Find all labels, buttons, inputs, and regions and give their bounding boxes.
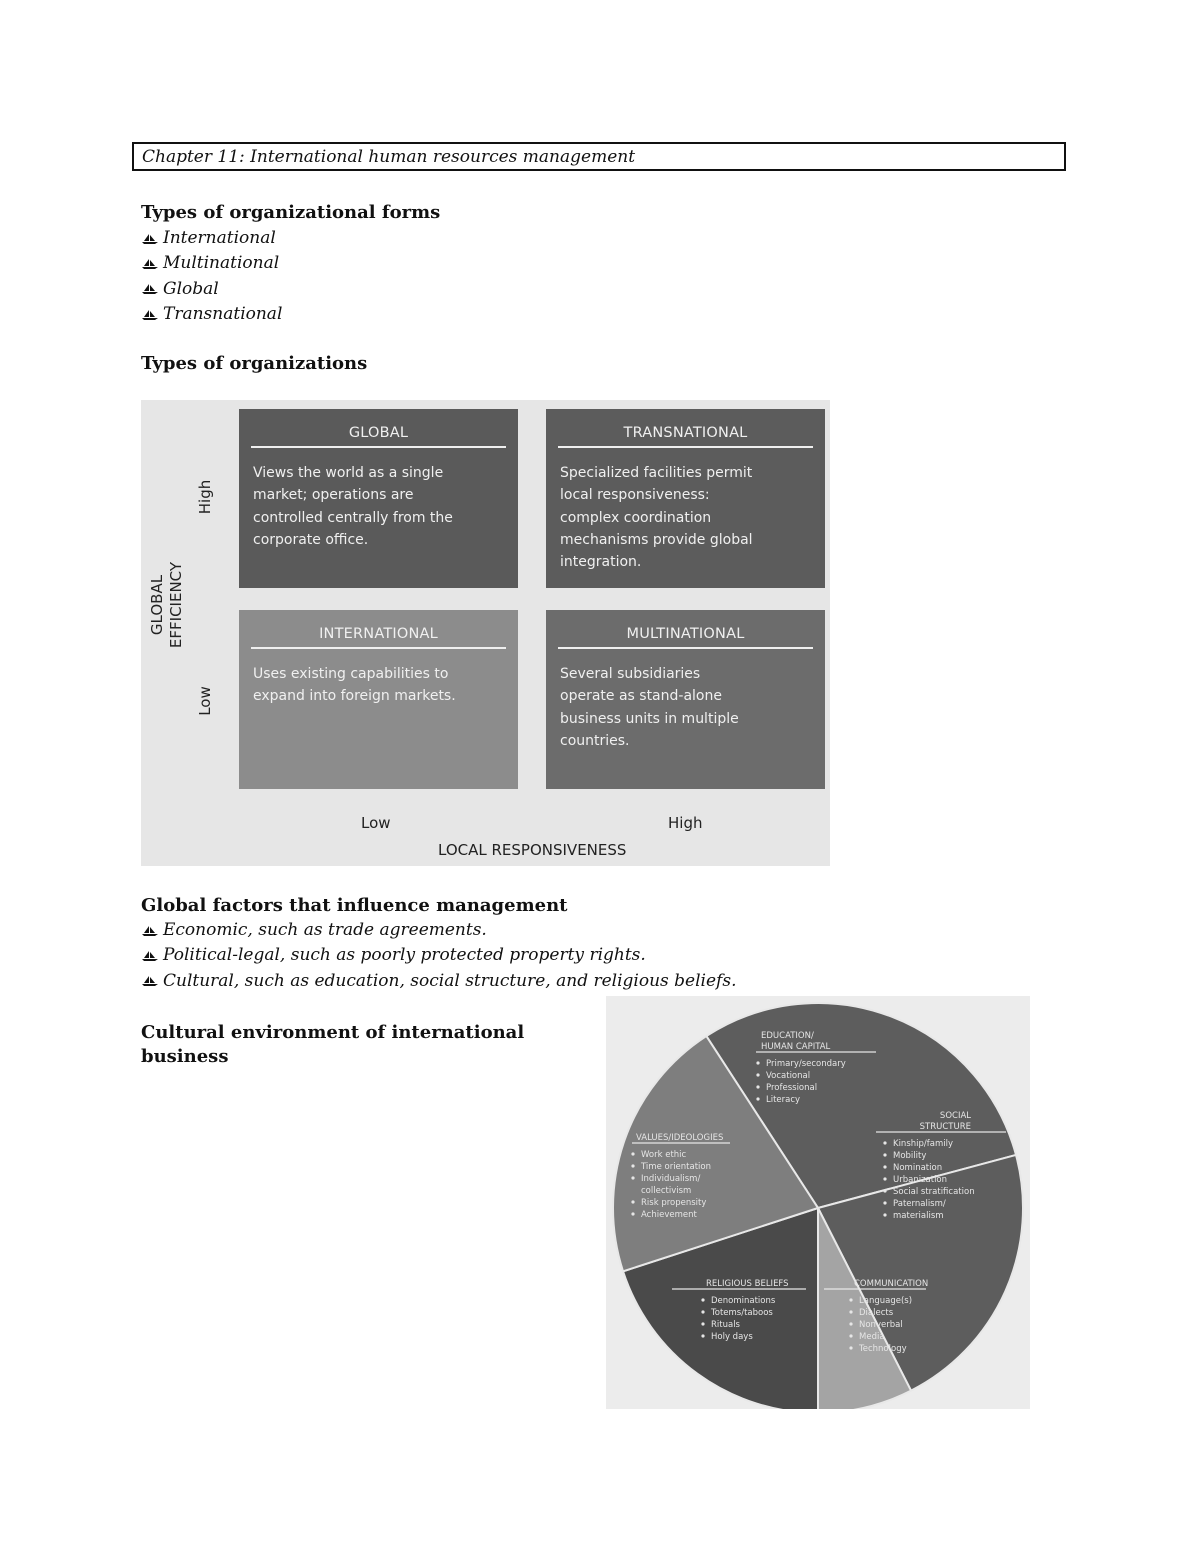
heading-line: business — [141, 1046, 229, 1067]
segment-item: Mobility — [893, 1151, 927, 1161]
heading-line: Cultural environment of international — [141, 1022, 525, 1043]
segment-item: Work ethic — [641, 1150, 687, 1160]
segment-bullet — [756, 1061, 759, 1064]
description-line: Several subsidiaries — [560, 666, 701, 682]
pie-chart — [606, 996, 1030, 1409]
segment-item: materialism — [893, 1211, 944, 1221]
description-line: expand into foreign markets. — [253, 688, 456, 705]
form-label: Transnational — [163, 303, 283, 324]
segment-bullet — [883, 1165, 886, 1168]
segment-bullet — [883, 1201, 886, 1204]
segment-item: Paternalism/ — [893, 1199, 946, 1209]
segment-item: Language(s) — [859, 1296, 913, 1306]
segment-item: Holy days — [711, 1332, 753, 1342]
segment-item: Media — [859, 1332, 885, 1342]
description-line: integration. — [560, 554, 642, 571]
segment-bullet — [701, 1334, 704, 1337]
description-line: mechanisms provide global — [560, 531, 753, 548]
quadrant-title: GLOBAL — [251, 409, 506, 448]
list-item — [141, 969, 736, 994]
factor-label: Political-legal, such as poorly protected property rights. — [163, 945, 646, 966]
quadrant-title: TRANSNATIONAL — [558, 409, 813, 448]
global-factors-heading: Global factors that influence management — [141, 895, 568, 916]
segment-item: Achievement — [641, 1210, 697, 1220]
segment-title: VALUES/IDEOLOGIES — [636, 1133, 724, 1143]
y-low-label: Low — [196, 686, 214, 716]
factor-label: Economic, such as trade agreements. — [163, 920, 487, 940]
segment-item: Vocational — [766, 1071, 811, 1081]
segment-bullet — [849, 1346, 852, 1349]
global-factors-list — [141, 918, 736, 994]
quadrant-international — [239, 610, 518, 789]
segment-bullet — [756, 1073, 759, 1076]
boat-bullet-icon — [141, 925, 163, 937]
form-label: International — [163, 228, 276, 248]
segment-title: COMMUNICATION — [854, 1279, 929, 1289]
segment-bullet — [883, 1177, 886, 1180]
segment-bullet — [849, 1310, 852, 1313]
segment-bullet — [849, 1334, 852, 1337]
cultural-environment-heading — [141, 1021, 524, 1069]
quadrant-transnational — [546, 409, 825, 588]
quadrant-description — [558, 462, 813, 573]
quadrant-title: MULTINATIONAL — [558, 610, 813, 649]
x-high-label: High — [668, 814, 703, 832]
description-line: complex coordination — [560, 509, 712, 526]
segment-bullet — [631, 1200, 634, 1203]
segment-item: collectivism — [641, 1186, 692, 1196]
factor-label: Cultural, such as education, social structure, and religious beliefs. — [163, 970, 737, 991]
segment-bullet — [701, 1310, 704, 1313]
list-item — [141, 918, 736, 943]
y-axis-label-line2: EFFICIENCY — [167, 561, 185, 649]
description-line: Views the world as a single — [253, 465, 444, 481]
segment-bullet — [756, 1097, 759, 1100]
segment-item: Kinship/family — [893, 1139, 953, 1149]
segment-title: HUMAN CAPITAL — [761, 1042, 831, 1052]
segment-item: Primary/secondary — [766, 1059, 846, 1069]
description-line: market; operations are — [253, 487, 414, 504]
segment-bullet — [631, 1152, 634, 1155]
segment-title: SOCIAL — [939, 1111, 971, 1121]
segment-bullet — [849, 1298, 852, 1301]
boat-bullet-icon — [141, 975, 163, 987]
quadrant-description — [251, 663, 506, 708]
organizational-forms-heading: Types of organizational forms — [141, 202, 441, 223]
description-line: countries. — [560, 732, 630, 749]
boat-bullet-icon — [141, 950, 163, 962]
form-label: Global — [163, 278, 219, 299]
y-axis-label — [148, 545, 186, 665]
segment-item: Nonverbal — [859, 1320, 903, 1330]
list-item — [141, 226, 282, 251]
segment-item: Technology — [859, 1344, 907, 1354]
segment-item: Totems/taboos — [711, 1308, 773, 1318]
segment-item: Professional — [766, 1083, 818, 1093]
description-line: business units in multiple — [560, 710, 739, 727]
organization-matrix-figure — [141, 400, 830, 866]
organizational-forms-list — [141, 226, 282, 327]
list-item — [141, 277, 282, 302]
segment-bullet — [631, 1212, 634, 1215]
segment-bullet — [631, 1164, 634, 1167]
segment-bullet — [701, 1298, 704, 1301]
list-item — [141, 302, 282, 327]
segment-item: Nomination — [893, 1163, 943, 1173]
description-line: local responsiveness: — [560, 487, 710, 504]
list-item — [141, 251, 282, 276]
description-line: controlled centrally from the — [253, 509, 453, 526]
segment-bullet — [631, 1176, 634, 1179]
boat-bullet-icon — [141, 233, 163, 245]
segment-item: Social stratification — [893, 1187, 975, 1197]
segment-item: Time orientation — [641, 1162, 712, 1172]
description-line: corporate office. — [253, 531, 369, 548]
segment-bullet — [883, 1213, 886, 1216]
segment-title: EDUCATION/ — [761, 1031, 814, 1041]
segment-item: Urbanization — [893, 1175, 948, 1185]
segment-bullet — [883, 1189, 886, 1192]
segment-bullet — [849, 1322, 852, 1325]
description-line: operate as stand-alone — [560, 688, 722, 705]
quadrant-description — [251, 462, 506, 551]
cultural-environment-pie-figure — [606, 996, 1030, 1409]
segment-item: Literacy — [766, 1095, 801, 1105]
quadrant-global — [239, 409, 518, 588]
quadrant-description — [558, 663, 813, 752]
x-axis-label: LOCAL RESPONSIVENESS — [438, 841, 627, 859]
chapter-title: Chapter 11: International human resources management — [132, 142, 1066, 171]
quadrant-multinational — [546, 610, 825, 789]
boat-bullet-icon — [141, 309, 163, 321]
segment-item: Denominations — [711, 1296, 776, 1306]
segment-item: Dialects — [859, 1308, 894, 1318]
segment-bullet — [883, 1141, 886, 1144]
quadrant-title: INTERNATIONAL — [251, 610, 506, 649]
boat-bullet-icon — [141, 258, 163, 270]
segment-bullet — [883, 1153, 886, 1156]
segment-bullet — [756, 1085, 759, 1088]
segment-title: RELIGIOUS BELIEFS — [706, 1279, 789, 1289]
x-low-label: Low — [361, 814, 391, 832]
boat-bullet-icon — [141, 283, 163, 295]
y-axis-label-line1: GLOBAL — [148, 574, 166, 636]
segment-title: STRUCTURE — [919, 1122, 971, 1132]
description-line: Uses existing capabilities to — [253, 666, 449, 682]
segment-item: Rituals — [711, 1320, 740, 1330]
description-line: Specialized facilities permit — [560, 465, 753, 481]
list-item — [141, 943, 736, 968]
segment-item: Risk propensity — [641, 1198, 707, 1208]
organization-types-heading: Types of organizations — [141, 353, 368, 374]
y-high-label: High — [196, 479, 214, 515]
segment-bullet — [701, 1322, 704, 1325]
segment-item: Individualism/ — [641, 1174, 701, 1184]
form-label: Multinational — [163, 253, 280, 274]
